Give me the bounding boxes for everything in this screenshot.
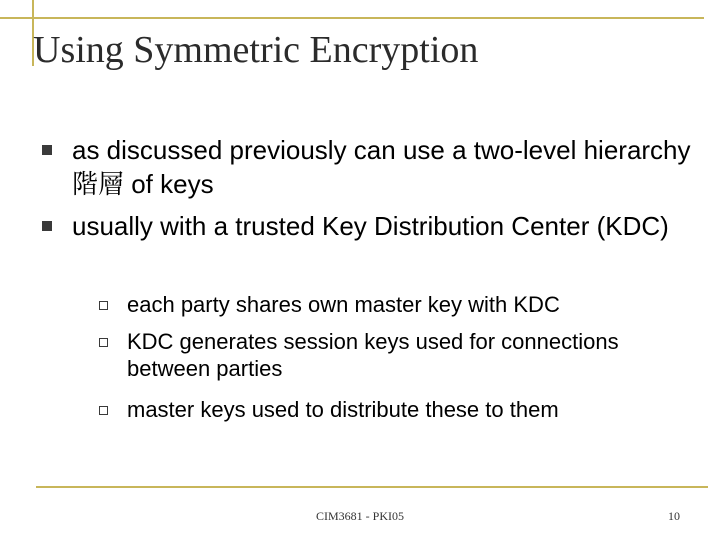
sub-bullet-text: KDC generates session keys used for connections between parties [127,329,619,381]
footer-divider [36,486,708,488]
bullet-item-1 [72,133,692,201]
bullet-item-2 [72,209,692,243]
hollow-square-bullet-icon [99,301,108,310]
hollow-square-bullet-icon [99,338,108,347]
hollow-square-bullet-icon [99,406,108,415]
footer-label: CIM3681 - PKI05 [315,509,404,523]
sub-bullet-text: master keys used to distribute these to them [127,397,559,422]
bullet-text: usually with a trusted Key Distribution Center (KDC) [72,211,669,241]
sub-bullet-item-2 [127,328,707,382]
square-bullet-icon [42,221,52,231]
square-bullet-icon [42,145,52,155]
sub-bullet-item-3 [127,396,707,423]
sub-bullet-text: each party shares own master key with KDC [127,292,560,317]
slide-title: Using Symmetric Encryption [33,29,479,71]
sub-bullet-item-1 [127,291,707,318]
top-divider [0,17,704,19]
page-number: 10 [668,509,680,523]
bullet-text: as discussed previously can use a two-level hierarchy 階層 of keys [72,135,691,199]
